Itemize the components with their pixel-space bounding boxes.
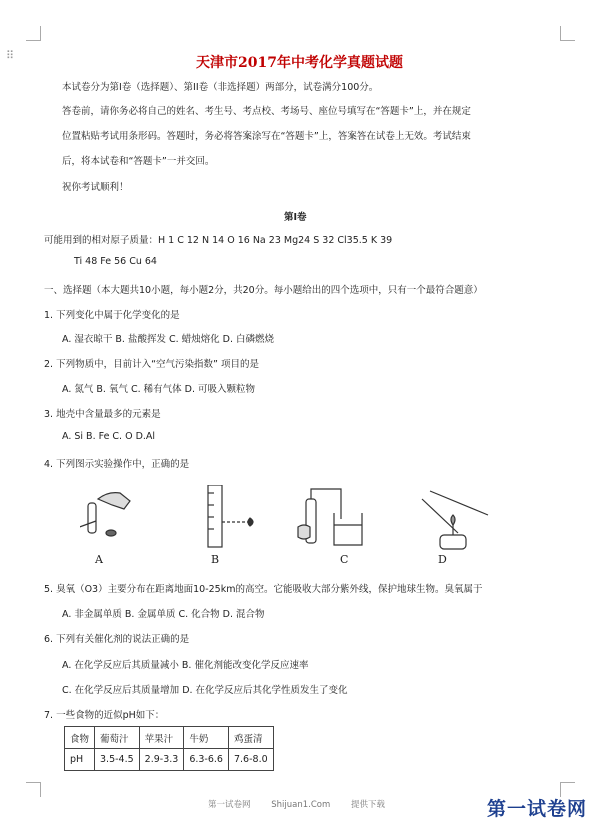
question-stem: 1. 下列变化中属于化学变化的是 [44,310,180,321]
drag-handle-icon[interactable]: ⠿ [6,49,16,62]
lab-figures [80,485,500,553]
question-stem: 7. 一些食物的近似pH如下： [44,710,165,721]
document-title: 天津市2017年中考化学真题试题 [196,55,403,71]
intro-line: 祝你考试顺利！ [62,182,129,193]
question-stem: 5. 臭氧（O3）主要分布在距离地面10-25km的高空。它能吸收大部分紫外线，保护地球生物。臭氧属于 [44,584,483,595]
crop-mark-bottom-left [26,782,41,797]
figure-a-pour-liquid [80,493,130,536]
intro-line: 答卷前，请你务必将自己的姓名、考生号、考点校、考场号、座位号填写在“答题卡”上，并在规定 [62,106,471,117]
table-cell: 鸡蛋清 [228,727,273,749]
brand-watermark: 第一试卷网 [486,798,587,820]
question-options: A. 在化学反应后其质量减小 B. 催化剂能改变化学反应速率 [62,660,309,671]
intro-line: 后，将本试卷和“答题卡”一并交回。 [62,156,215,167]
question-options: A. Si B. Fe C. O D.Al [62,431,156,442]
question-stem: 3. 地壳中含量最多的元素是 [44,409,161,420]
table-row [65,727,274,749]
crop-mark-top-right [560,26,575,41]
ph-table [64,726,274,771]
table-cell: 苹果汁 [139,727,184,749]
figure-c-check-airtightness [298,489,362,545]
footer-download-note: 提供下载 [350,800,385,810]
table-cell: 3.5-4.5 [95,749,140,771]
intro-line: 位置粘贴考试用条形码。答题时，务必将答案涂写在“答题卡”上，答案答在试卷上无效。考试结束 [62,131,471,142]
table-cell: 牛奶 [184,727,229,749]
footer-site-url[interactable]: Shijuan1.Com [271,800,331,810]
crop-mark-top-left [26,26,41,41]
table-cell: 食物 [65,727,95,749]
atomic-masses-line: Ti 48 Fe 56 Cu 64 [74,256,157,267]
atomic-masses-line: 可能用到的相对原子质量：H 1 C 12 N 14 O 16 Na 23 Mg24 S 32 Cl35.5 K 39 [44,235,393,246]
figure-b-read-cylinder [208,485,253,547]
figure-label-b: B [211,553,220,566]
table-row [65,749,274,771]
table-cell: 葡萄汁 [95,727,140,749]
footer-site-name: 第一试卷网 [208,800,251,810]
figure-label-a: A [95,553,103,566]
figure-d-heat-tube [422,491,488,549]
table-cell: 2.9-3.3 [139,749,184,771]
section-instruction: 一、选择题（本大题共10小题，每小题2分，共20分。每小题给出的四个选项中，只有一个最符合题意） [44,285,483,296]
page-footer [208,798,403,810]
table-cell: 7.6-8.0 [228,749,273,771]
question-options: A. 非金属单质 B. 金属单质 C. 化合物 D. 混合物 [62,609,265,620]
question-options: A. 湿衣晾干 B. 盐酸挥发 C. 蜡烛熔化 D. 白磷燃烧 [62,334,275,345]
question-options: C. 在化学反应后其质量增加 D. 在化学反应后其化学性质发生了变化 [62,685,348,696]
question-stem: 4. 下列图示实验操作中，正确的是 [44,459,190,470]
section-title: 第I卷 [284,212,307,223]
figure-label-c: C [340,553,349,566]
table-cell: pH [65,749,95,771]
question-stem: 2. 下列物质中，目前计入“空气污染指数” 项目的是 [44,359,259,370]
question-options: A. 氮气 B. 氧气 C. 稀有气体 D. 可吸入颗粒物 [62,384,256,395]
intro-line: 本试卷分为第I卷（选择题）、第II卷（非选择题）两部分，试卷满分100分。 [62,82,379,93]
figure-label-d: D [438,553,447,566]
table-cell: 6.3-6.6 [184,749,229,771]
question-stem: 6. 下列有关催化剂的说法正确的是 [44,634,190,645]
